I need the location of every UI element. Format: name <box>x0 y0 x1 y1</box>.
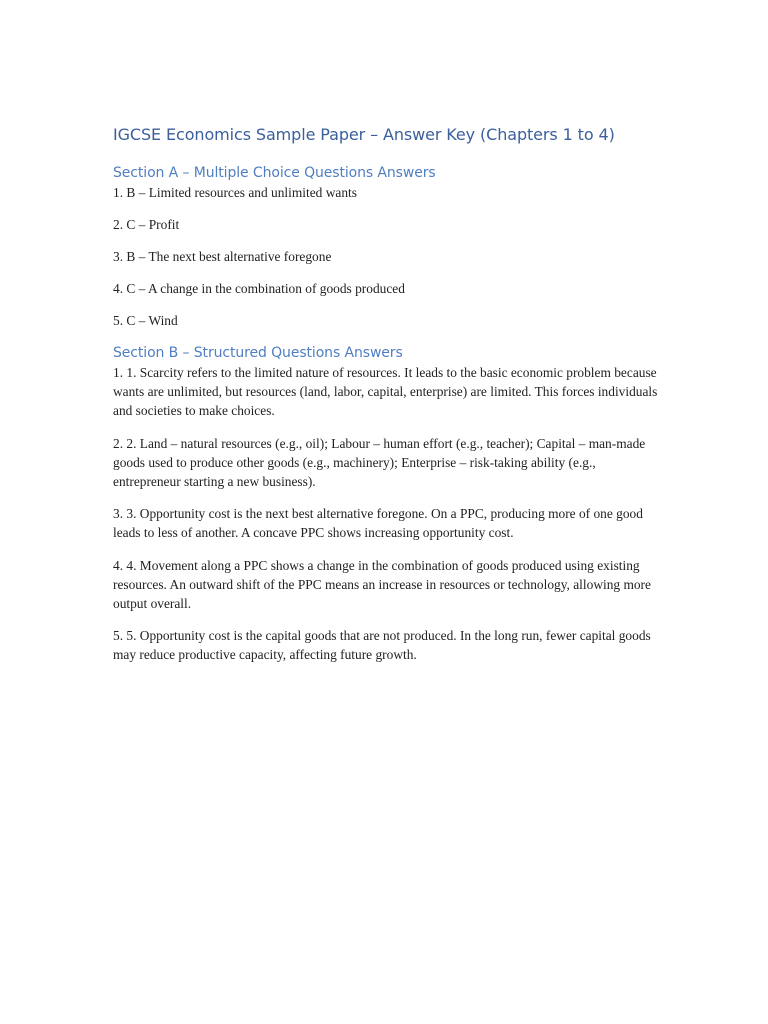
section-b-answer-list <box>113 363 658 665</box>
structured-answer-2: 2. 2. Land – natural resources (e.g., oil); Labour – human effort (e.g., teacher); Capital – man-made goods used to produce other goods (e.g., machinery); Enterprise – risk-taking ability (e.g., entrepreneur starting a new business). <box>113 435 646 490</box>
section-a <box>113 163 658 330</box>
section-a-answer-list <box>113 183 658 330</box>
section-b <box>113 343 658 665</box>
mcq-answer-4: 4. C – A change in the combination of goods produced <box>113 281 405 296</box>
mcq-answer-5: 5. C – Wind <box>113 313 178 328</box>
structured-answer-3: 3. 3. Opportunity cost is the next best alternative foregone. On a PPC, producing more of one good leads to less of another. A concave PPC shows increasing opportunity cost. <box>113 506 643 541</box>
document-content <box>113 124 658 678</box>
mcq-answer-3: 3. B – The next best alternative foregone <box>113 249 332 264</box>
section-b-heading: Section B – Structured Questions Answers <box>113 345 403 361</box>
mcq-answer-1: 1. B – Limited resources and unlimited wants <box>113 185 357 200</box>
section-a-heading: Section A – Multiple Choice Questions Answers <box>113 165 436 181</box>
structured-answer-4: 4. 4. Movement along a PPC shows a change in the combination of goods produced using existing resources. An outward shift of the PPC means an increase in resources or technology, allowing more output overall. <box>113 557 651 612</box>
structured-answer-5: 5. 5. Opportunity cost is the capital goods that are not produced. In the long run, fewer capital goods may reduce productive capacity, affecting future growth. <box>113 628 651 663</box>
structured-answer-1: 1. 1. Scarcity refers to the limited nature of resources. It leads to the basic economic problem because wants are unlimited, but resources (land, labor, capital, enterprise) are limited. This forces individuals and societies to make choices. <box>113 365 658 419</box>
document-title: IGCSE Economics Sample Paper – Answer Key (Chapters 1 to 4) <box>113 125 615 144</box>
mcq-answer-2: 2. C – Profit <box>113 217 180 232</box>
